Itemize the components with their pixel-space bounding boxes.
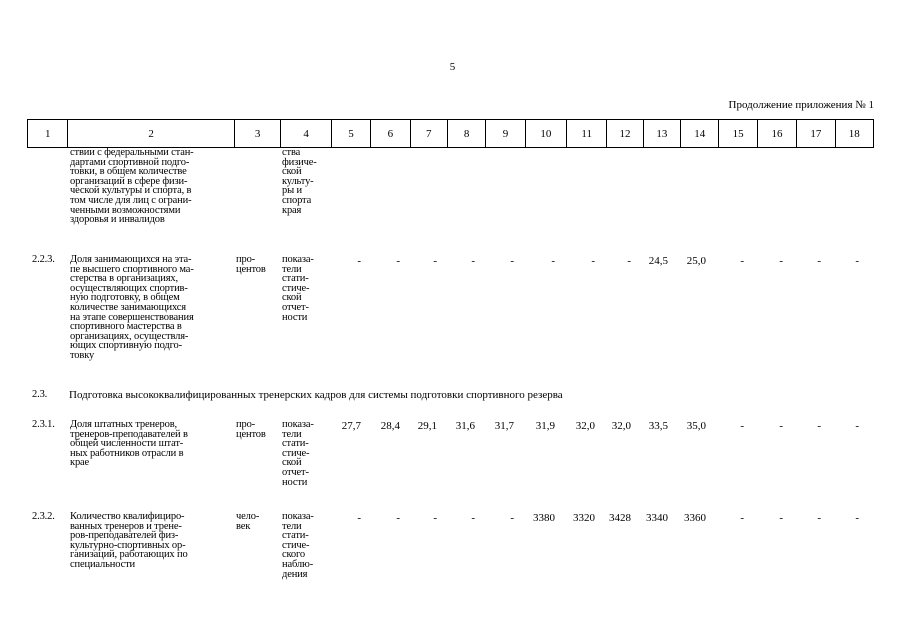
source-line: стати- [282, 273, 309, 285]
value-cell: - [551, 255, 555, 267]
source-line: отчет- [282, 302, 309, 313]
row-number: 2.3.1. [32, 419, 55, 430]
row-number: 2.3. [32, 389, 48, 400]
column-header-10: 10 [525, 120, 566, 148]
indicator-name-line: осуществляющих спортив- [70, 282, 188, 294]
column-header-16: 16 [757, 120, 796, 148]
source-line: стати- [282, 530, 309, 542]
indicator-name-line: ров-преподавателей физ- [70, 530, 179, 542]
value-cell: - [357, 255, 361, 267]
unit-line: центов [236, 263, 266, 275]
column-header-7: 7 [410, 120, 447, 148]
column-header-2: 2 [68, 120, 235, 148]
indicator-name-line: ческой культуры и спорта, в [70, 185, 192, 197]
indicator-name-line: Доля занимающихся на эта- [70, 254, 192, 265]
indicator-name-line: Количество квалифициро- [70, 511, 185, 522]
value-cell: 31,7 [494, 420, 514, 432]
value-cell: - [855, 420, 859, 432]
value-cell: - [627, 255, 631, 267]
indicator-name-line: Доля штатных тренеров, [70, 419, 177, 430]
value-cell: - [855, 512, 859, 524]
value-cell: 3340 [646, 512, 668, 524]
source-line: дения [282, 568, 308, 580]
value-cell: 32,0 [575, 420, 595, 432]
section-title: Подготовка высококвалифицированных тренерских кадров для системы подготовки спортивного резерва [69, 389, 563, 401]
source-line: стати- [282, 438, 309, 450]
row-number: 2.3.2. [32, 511, 55, 522]
unit-line: чело- [236, 511, 260, 522]
column-header-14: 14 [681, 120, 719, 148]
source-line: ности [282, 476, 308, 488]
page-number: 5 [449, 61, 456, 73]
indicator-name-line: специальности [70, 559, 136, 570]
indicator-name-line: организациях, осуществля- [70, 330, 189, 342]
appendix-continuation-label: Продолжение приложения № 1 [728, 99, 874, 111]
value-cell: - [740, 255, 744, 267]
value-cell: 27,7 [341, 420, 361, 432]
column-header-15: 15 [719, 120, 757, 148]
value-cell: 3428 [609, 512, 631, 524]
source-line: ности [282, 311, 308, 323]
source-line: отчет- [282, 467, 309, 478]
value-cell: - [357, 512, 361, 524]
value-cell: - [817, 512, 821, 524]
source-line: спорта [282, 195, 312, 206]
column-header-4: 4 [281, 120, 331, 148]
value-cell: 29,1 [417, 420, 437, 432]
source-line: ры и [282, 185, 302, 197]
value-cell: - [396, 512, 400, 524]
indicator-name-line: ющих спортивную подго- [70, 340, 182, 352]
column-header-9: 9 [486, 120, 525, 148]
source-line: культу- [282, 175, 314, 187]
column-header-3: 3 [234, 120, 280, 148]
value-cell: - [471, 255, 475, 267]
indicator-name-line: организаций в сфере физи- [70, 175, 188, 187]
indicator-name-line: том числе для лиц с ограни- [70, 195, 192, 206]
indicator-name-line: ствии с федеральными стан- [70, 147, 194, 158]
value-cell: 25,0 [686, 255, 706, 267]
indicator-name-line: тренеров-преподавателей в [70, 428, 188, 440]
unit-line: про- [236, 419, 256, 430]
source-line: ской [282, 457, 302, 469]
indicator-name-line: ванных тренеров и трене- [70, 520, 182, 532]
value-cell: 3360 [684, 512, 706, 524]
column-header-1: 1 [28, 120, 68, 148]
unit-line: век [236, 520, 251, 532]
value-cell: 35,0 [686, 420, 706, 432]
indicator-name-line: спортивного мастерства в [70, 321, 182, 333]
indicator-name-line: на этапе совершенствования [70, 311, 194, 323]
source-line: ской [282, 292, 302, 304]
value-cell: - [817, 255, 821, 267]
value-cell: - [740, 512, 744, 524]
column-header-8: 8 [447, 120, 485, 148]
column-header-6: 6 [371, 120, 410, 148]
value-cell: - [740, 420, 744, 432]
column-header-18: 18 [835, 120, 874, 148]
column-header-12: 12 [607, 120, 643, 148]
indicator-name-line: культурно-спортивных ор- [70, 539, 186, 551]
value-cell: 32,0 [611, 420, 631, 432]
value-cell: - [855, 255, 859, 267]
indicator-name-line: ганизаций, работающих по [70, 549, 188, 561]
source-line: ства [282, 147, 301, 158]
indicator-name-line: количестве занимающихся [70, 302, 186, 313]
column-header-11: 11 [567, 120, 607, 148]
value-cell: - [779, 255, 783, 267]
column-header-17: 17 [797, 120, 835, 148]
value-cell: 33,5 [648, 420, 668, 432]
value-cell: - [510, 512, 514, 524]
indicator-name-line: стерства в организациях, [70, 273, 178, 285]
value-cell: - [779, 512, 783, 524]
indicator-name-line: крае [70, 457, 90, 469]
indicator-name-line: товку [70, 350, 95, 361]
source-line: ского [282, 549, 306, 561]
source-line: показа- [282, 511, 314, 522]
header-row [28, 120, 874, 148]
indicator-name-line: товки, в общем количестве [70, 166, 187, 178]
indicator-name-line: пе высшего спортивного ма- [70, 263, 194, 275]
value-cell: - [779, 420, 783, 432]
indicator-name-line: дартами спортивной подго- [70, 156, 190, 168]
indicator-name-line: ных работников отрасли в [70, 447, 184, 459]
column-number-header [27, 119, 874, 148]
value-cell: 24,5 [648, 255, 668, 267]
row-number: 2.2.3. [32, 254, 55, 265]
value-cell: - [433, 255, 437, 267]
indicator-name-line: здоровья и инвалидов [70, 214, 165, 226]
value-cell: - [591, 255, 595, 267]
value-cell: - [433, 512, 437, 524]
value-cell: 3320 [573, 512, 595, 524]
table-body [27, 148, 874, 640]
source-line: тели [282, 263, 302, 275]
indicator-name-line: ную подготовку, в общем [70, 292, 180, 304]
value-cell: - [510, 255, 514, 267]
value-cell: 3380 [533, 512, 555, 524]
source-line: края [282, 204, 302, 216]
source-line: ской [282, 166, 302, 178]
value-cell: 28,4 [380, 420, 400, 432]
source-line: наблю- [282, 559, 314, 570]
value-cell: - [471, 512, 475, 524]
source-line: стиче- [282, 539, 310, 551]
source-line: показа- [282, 419, 314, 430]
value-cell: 31,6 [455, 420, 475, 432]
source-line: тели [282, 520, 302, 532]
indicator-name-line: общей численности штат- [70, 438, 184, 450]
unit-line: центов [236, 428, 266, 440]
value-cell: - [817, 420, 821, 432]
value-cell: 31,9 [535, 420, 555, 432]
source-line: физиче- [282, 156, 317, 168]
source-line: тели [282, 428, 302, 440]
column-header-5: 5 [331, 120, 370, 148]
source-line: показа- [282, 254, 314, 265]
source-line: стиче- [282, 447, 310, 459]
indicator-name-line: ченными возможностями [70, 204, 181, 216]
value-cell: - [396, 255, 400, 267]
source-line: стиче- [282, 282, 310, 294]
unit-line: про- [236, 254, 256, 265]
column-header-13: 13 [643, 120, 680, 148]
